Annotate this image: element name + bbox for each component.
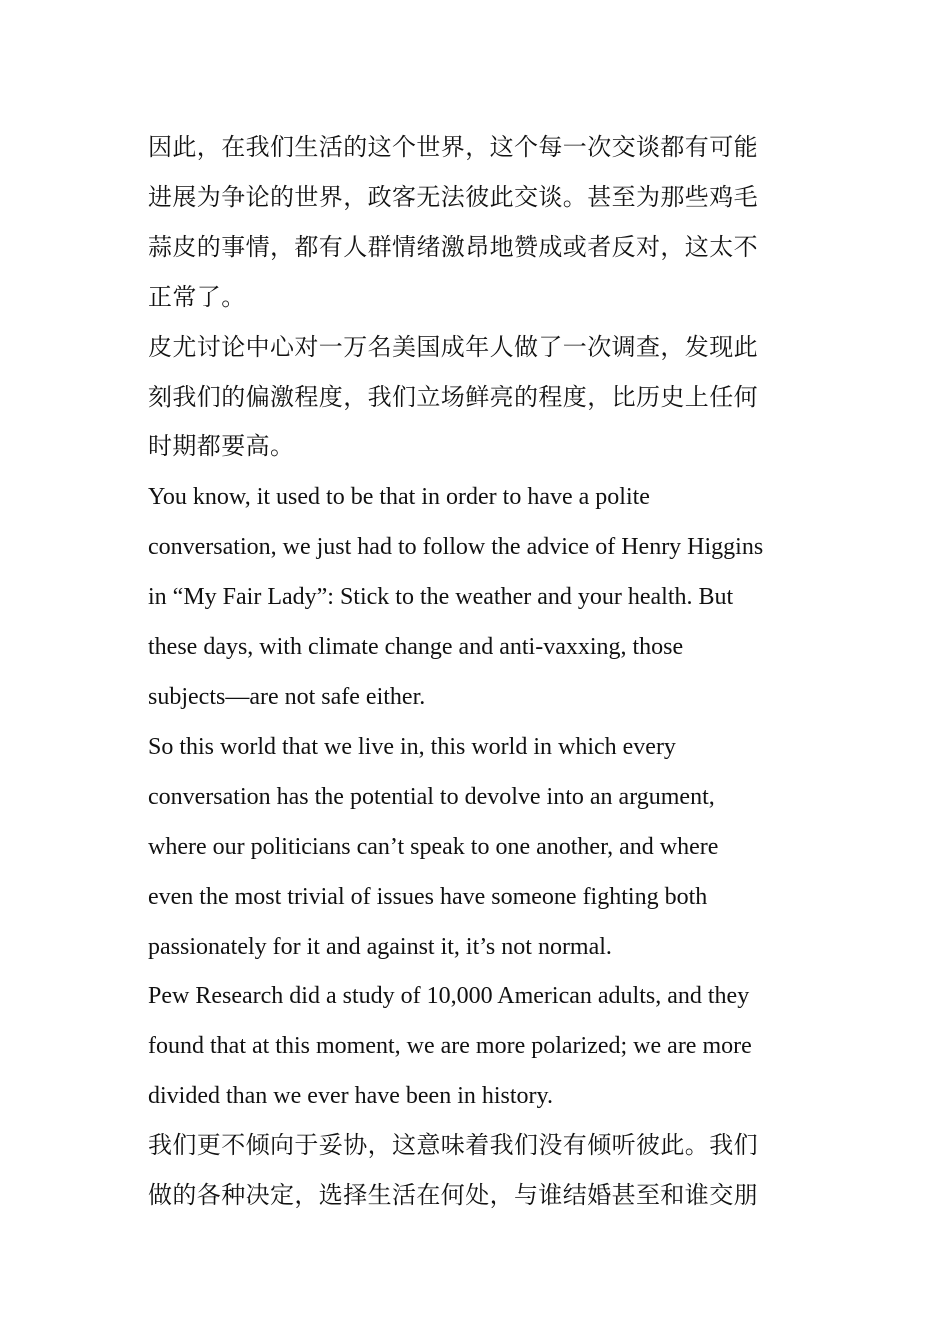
text-line: subjects—are not safe either. [148, 683, 426, 710]
text-line: 正常了。 [148, 284, 246, 311]
text-line: 做的各种决定，选择生活在何处，与谁结婚甚至和谁交朋 [148, 1183, 758, 1210]
text-line: Pew Research did a study of 10,000 American adults, and they [148, 983, 750, 1010]
text-line: passionately for it and against it, it’s not normal. [148, 933, 612, 960]
text-line: 时期都要高。 [148, 434, 295, 461]
document-body [148, 124, 810, 1222]
text-line: in “My Fair Lady”: Stick to the weather and your health. But [148, 584, 734, 611]
paragraph-6 [148, 1122, 810, 1222]
text-line: 因此，在我们生活的这个世界，这个每一次交谈都有可能 [148, 135, 758, 161]
text-line: You know, it used to be that in order to have a polite [148, 484, 650, 511]
paragraph-4 [148, 723, 810, 973]
text-line: So this world that we live in, this world in which every [148, 733, 676, 760]
text-line: 进展为争论的世界，政客无法彼此交谈。甚至为那些鸡毛 [148, 184, 758, 211]
text-line: where our politicians can’t speak to one another, and where [148, 833, 719, 860]
text-line: 蒜皮的事情，都有人群情绪激昂地赞成或者反对，这太不 [148, 234, 758, 261]
paragraph-3 [148, 473, 810, 723]
text-line: conversation, we just had to follow the advice of Henry Higgins [148, 534, 764, 561]
paragraph-1 [148, 124, 810, 324]
text-line: conversation has the potential to devolve into an argument, [148, 783, 715, 810]
text-line: divided than we ever have been in history. [148, 1083, 553, 1110]
text-line: these days, with climate change and anti-vaxxing, those [148, 634, 684, 661]
paragraph-2 [148, 324, 810, 474]
paragraph-5 [148, 972, 810, 1122]
text-line: even the most trivial of issues have someone fighting both [148, 883, 708, 910]
text-line: 刻我们的偏激程度，我们立场鲜亮的程度，比历史上任何 [148, 384, 758, 411]
text-line: 我们更不倾向于妥协，这意味着我们没有倾听彼此。我们 [148, 1133, 758, 1160]
text-line: 皮尤讨论中心对一万名美国成年人做了一次调查，发现此 [148, 334, 758, 361]
text-line: found that at this moment, we are more polarized; we are more [148, 1033, 752, 1060]
